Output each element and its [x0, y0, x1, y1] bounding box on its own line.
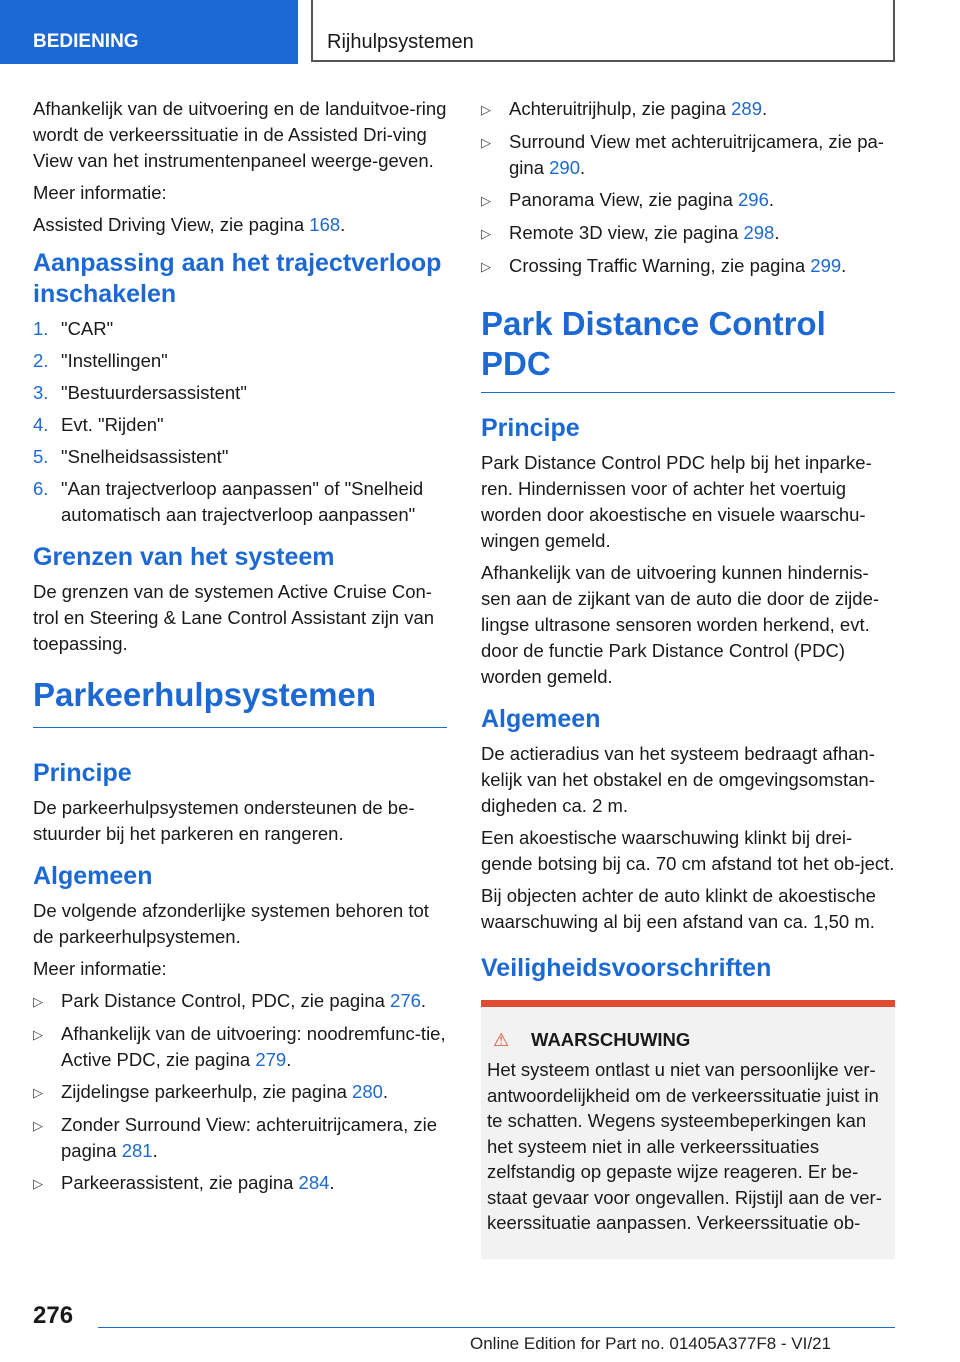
principle-paragraph: De parkeerhulpsystemen ondersteunen de be-stuurder bij het parkeren en rangeren. [33, 797, 415, 844]
right-column [481, 96, 895, 1259]
left-column [33, 96, 447, 1203]
section-heading-principle: Principe [481, 414, 580, 442]
section-heading-general: Algemeen [481, 705, 601, 733]
footer-divider [98, 1327, 895, 1328]
rear-paragraph: Bij objecten achter de auto klinkt de akoestische waarschuwing al bij een afstand van ca. 1,50 m. [481, 885, 876, 932]
step-text: "CAR" [61, 318, 114, 339]
triangle-bullet-icon: ▷ [481, 135, 491, 150]
footer-edition: Online Edition for Part no. 01405A377F8 - VI/21 [470, 1334, 832, 1353]
list-item-text: Surround View met achteruitrijcamera, zie pa-gina [509, 131, 884, 178]
step-number: 6. [33, 478, 49, 499]
list-item-text: Afhankelijk van de uitvoering: noodremfunc-tie, Active PDC, zie pagina [61, 1023, 446, 1070]
list-item-text: Zijdelingse parkeerhulp, zie pagina [61, 1081, 353, 1102]
list-item: ▷ Park Distance Control, PDC, zie pagina 276. [33, 988, 447, 1015]
limits-paragraph: De grenzen van de systemen Active Cruise Con-trol en Steering & Lane Control Assistant zijn van toepassing. [33, 581, 435, 654]
cross-reference: Assisted Driving View, zie pagina 168. [33, 214, 346, 235]
triangle-bullet-icon: ▷ [481, 193, 491, 208]
page-link[interactable]: 168 [309, 214, 341, 235]
list-item-text: Parkeerassistent, zie pagina [61, 1172, 299, 1193]
step-number: 2. [33, 350, 49, 371]
list-item: ▷ Panorama View, zie pagina 296. [481, 187, 895, 214]
list-item-text: Park Distance Control, PDC, zie pagina [61, 990, 391, 1011]
step-number: 4. [33, 414, 49, 435]
page-link[interactable]: 296 [738, 189, 769, 210]
steps-list [33, 316, 447, 528]
list-item-text: Remote 3D view, zie pagina [509, 222, 744, 243]
triangle-bullet-icon: ▷ [33, 1118, 43, 1133]
acoustic-paragraph: Een akoestische waarschuwing klinkt bij drei-gende botsing bij ca. 70 cm afstand tot het ob-ject. [481, 827, 895, 874]
more-info-label: Meer informatie: [33, 182, 167, 203]
page-link[interactable]: 299 [810, 255, 842, 276]
warning-title [487, 1029, 887, 1051]
step-item [33, 316, 447, 342]
warning-triangle-icon: ⚠ [493, 1029, 510, 1050]
list-item-text: Crossing Traffic Warning, zie pagina [509, 255, 811, 276]
list-item-text: Zonder Surround View: achteruitrijcamera, zie pagina [61, 1114, 437, 1161]
triangle-bullet-icon: ▷ [481, 102, 491, 117]
list-item: ▷ Remote 3D view, zie pagina 298. [481, 220, 895, 247]
section-heading-general: Algemeen [33, 862, 153, 890]
step-item [33, 380, 447, 406]
page-link[interactable]: 280 [352, 1081, 383, 1102]
side-obstacle-paragraph: Afhankelijk van de uitvoering kunnen hindernis-sen aan de zijkant van de auto die door de zijde-lingse ultrasone sensoren worden herkend, evt. door de functie Park Distance Control (PDC) worden gemeld. [481, 562, 880, 687]
intro-paragraph: Afhankelijk van de uitvoering en de landuitvoe-ring wordt de verkeerssituatie in de Assisted Dri-ving View van het instrumentenpaneel weerge-geven. [33, 98, 447, 171]
section-heading-safety: Veiligheidsvoorschriften [481, 954, 772, 982]
step-text: "Aan trajectverloop aanpassen" of "Snelheid automatisch aan trajectverloop aanpassen" [61, 478, 424, 525]
triangle-bullet-icon: ▷ [481, 259, 491, 274]
step-item [33, 444, 447, 470]
step-item [33, 348, 447, 374]
step-item [33, 412, 447, 438]
section-heading-principle: Principe [33, 759, 132, 787]
warning-box [481, 1000, 895, 1259]
triangle-bullet-icon: ▷ [33, 994, 43, 1009]
list-item: ▷ Zonder Surround View: achteruitrijcamera, zie pagina 281. [33, 1112, 447, 1164]
chapter-heading-pdc: Park Distance Control PDC [481, 304, 895, 393]
triangle-bullet-icon: ▷ [33, 1176, 43, 1191]
page-number: 276 [33, 1302, 74, 1329]
warning-text: Het systeem ontlast u niet van persoonlijke ver-antwoordelijkheid om de verkeerssituatie juist in te schatten. Wegens systeembeperkingen kan het systeem niet in alle verkeerssituaties zelfstandig op gepaste wijze reageren. Er be-staat gevaar voor ongevallen. Rijstijl aan de ver-keerssituatie aanpassen. Verkeerssituatie ob- [487, 1059, 882, 1233]
step-text: "Snelheidsassistent" [61, 446, 229, 467]
step-text: "Instellingen" [61, 350, 168, 371]
triangle-bullet-icon: ▷ [33, 1027, 43, 1042]
step-text: Evt. "Rijden" [61, 414, 164, 435]
chapter-heading-parking: Parkeerhulpsystemen [33, 675, 447, 728]
more-info-label: Meer informatie: [33, 958, 167, 979]
cross-reference-text: Assisted Driving View, zie pagina [33, 214, 310, 235]
list-item: ▷ Achteruitrijhulp, zie pagina 289. [481, 96, 895, 123]
warning-title-text: WAARSCHUWING [531, 1029, 691, 1050]
page-link[interactable]: 276 [390, 990, 421, 1011]
list-item: ▷ Crossing Traffic Warning, zie pagina 299. [481, 253, 895, 280]
page-link[interactable]: 298 [743, 222, 775, 243]
step-number: 5. [33, 446, 49, 467]
step-item [33, 476, 447, 528]
general-paragraph: De volgende afzonderlijke systemen behoren tot de parkeerhulpsystemen. [33, 900, 429, 947]
page-link[interactable]: 290 [549, 157, 580, 178]
page-link[interactable]: 284 [298, 1172, 330, 1193]
page-link[interactable]: 289 [731, 98, 763, 119]
systems-list [33, 988, 447, 1197]
list-item: ▷ Afhankelijk van de uitvoering: noodremfunc-tie, Active PDC, zie pagina 279. [33, 1021, 447, 1073]
step-text: "Bestuurdersassistent" [61, 382, 247, 403]
header-section-tab: BEDIENING [0, 0, 298, 64]
triangle-bullet-icon: ▷ [481, 226, 491, 241]
list-item: ▷ Zijdelingse parkeerhulp, zie pagina 280. [33, 1079, 447, 1106]
triangle-bullet-icon: ▷ [33, 1085, 43, 1100]
step-number: 1. [33, 318, 49, 339]
page-link[interactable]: 279 [255, 1049, 287, 1070]
section-heading-limits: Grenzen van het systeem [33, 543, 335, 571]
radius-paragraph: De actieradius van het systeem bedraagt afhan-kelijk van het obstakel en de omgevingsomstan-digheden ca. 2 m. [481, 743, 875, 816]
section-heading-adjust: Aanpassing aan het trajectverloop inschakelen [33, 249, 442, 308]
header-chapter-title: Rijhulpsystemen [311, 0, 895, 62]
step-number: 3. [33, 382, 49, 403]
list-item-text: Achteruitrijhulp, zie pagina [509, 98, 732, 119]
list-item: ▷ Parkeerassistent, zie pagina 284. [33, 1170, 447, 1197]
principle-paragraph: Park Distance Control PDC help bij het inparke-ren. Hindernissen voor of achter het voertuig worden door akoestische en visuele waarschu-wingen gemeld. [481, 452, 872, 551]
systems-list-continued [481, 96, 895, 280]
list-item: ▷ Surround View met achteruitrijcamera, zie pa-gina 290. [481, 129, 895, 181]
list-item-text: Panorama View, zie pagina [509, 189, 739, 210]
page-link[interactable]: 281 [121, 1140, 153, 1161]
